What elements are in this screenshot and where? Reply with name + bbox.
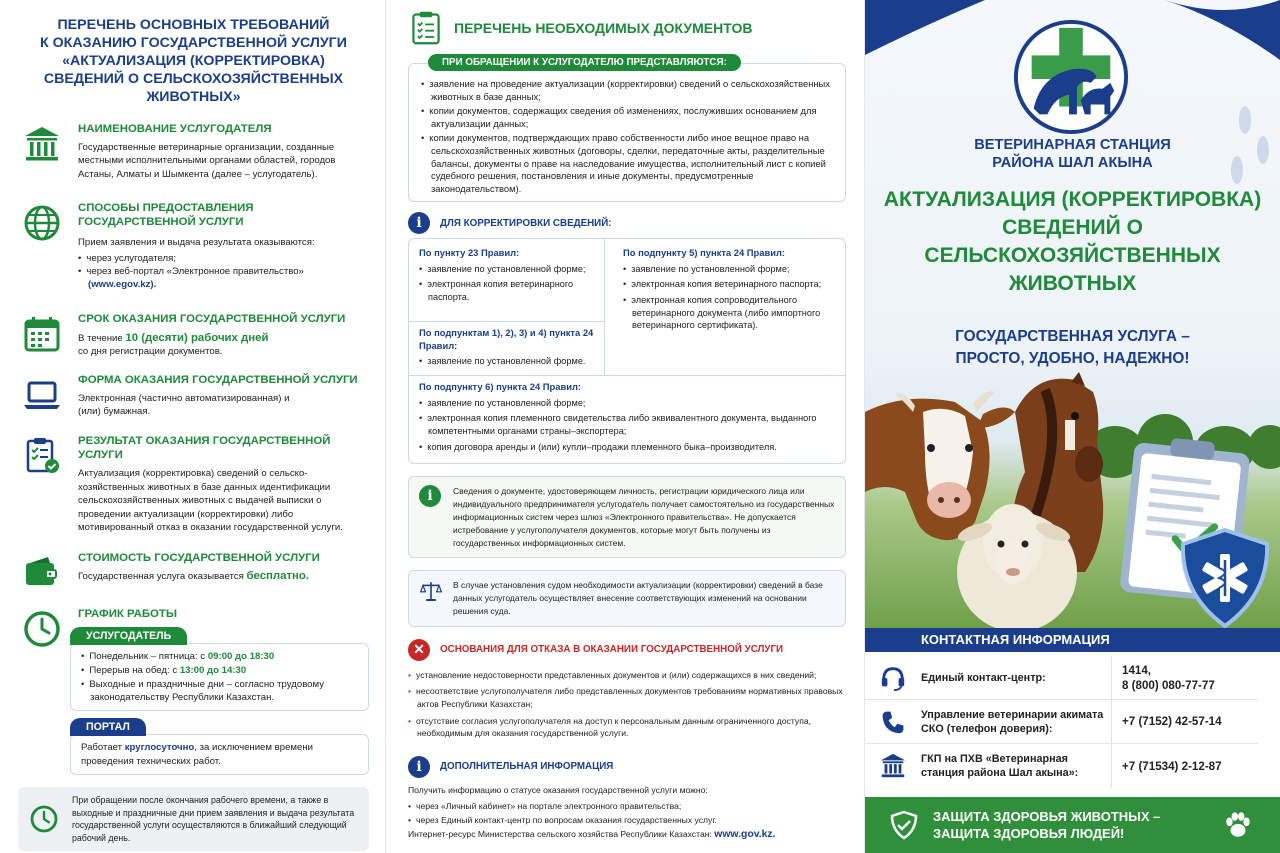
government-building-icon (22, 124, 62, 164)
info-icon: i (408, 212, 430, 234)
rule-24-6: По подпункту 6) пункта 24 Правил: • заявление по установленной форме; • электронная копия племенного свидетельства либо эквивалентного документа, выданного компетентными органами страны–экспортера; • копия договора аренды и (или) купли–продажи племенного быка–производителя. (419, 381, 839, 453)
vet-station-logo (1012, 18, 1130, 136)
contact-label: Управление ветеринарии акимата СКО (телефон доверия): (921, 708, 1104, 735)
result-text: Актуализация (корректировка) сведений о сельско-хозяйственных животных в базе данных идентификации сельскохозяйственных животных с выдачей выписки о проведении актуализации (корректировки) либо мотивированный отказ в оказании государственной услуги. (78, 468, 343, 534)
info-note: i Сведения о документе, удостоверяющем личность, регистрации юридического лица или индивидуального предпринимателя услугодатель получает самостоятельно из государственных информационных систем через шлюз «Электронного правительства». Не допускается истребование у услугополучателя документов, которые могут быть получены из государственных информационных систем. (408, 476, 846, 558)
documents-header (408, 10, 846, 46)
correction-rules-box (408, 238, 846, 464)
documents-title: ПЕРЕЧЕНЬ НЕОБХОДИМЫХ ДОКУМЕНТОВ (454, 20, 753, 36)
methods-item: • через услугодателя; (78, 252, 369, 265)
provider-heading: НАИМЕНОВАНИЕ УСЛУГОДАТЕЛЯ (78, 123, 272, 135)
contact-label: ГКП на ПХВ «Ветеринарная станция района Шал акына»: (921, 753, 1079, 779)
methods-heading: СПОСОБЫ ПРЕДОСТАВЛЕНИЯ ГОСУДАРСТВЕННОЙ УСЛУГИ (78, 202, 254, 229)
refusal-list: • установление недостоверности представленных документов и (или) содержащихся в них сведений; • несоответствие услугополучателя либо представленных документов требованиям нормативных правовых актов Республики Казахстан; • отсутствие согласия услугополучателя на доступ к персональным данным ограниченного доступа, необходимым для оказания государственной услуги. (408, 669, 846, 740)
hero-area (865, 0, 1280, 630)
schedule-section (18, 607, 369, 776)
rule-24-5: По подпункту 5) пункта 24 Правил: • заявление по установленной форме; • электронная копия ветеринарного паспорта; • электронная копия сопроводительного ветеринарного документа (либо импортного ветеринарного сертификата). (623, 247, 843, 331)
shield-check-icon (889, 810, 919, 840)
contact-phone[interactable]: +7 (7152) 42-57-14 (1122, 715, 1222, 728)
laptop-icon (22, 375, 62, 415)
building-icon (879, 752, 907, 780)
contact-phone[interactable]: +7 (71534) 2-12-87 (1122, 759, 1222, 773)
court-note: В случае установления судом необходимости актуализации (корректировки) сведений в базе данных услугодатель осуществляет внесение соответствующих изменений на основании решения суда. (408, 570, 846, 626)
scales-icon (419, 579, 443, 603)
contact-phone[interactable]: 8 (800) 080-77-77 (1122, 678, 1215, 692)
contact-row (865, 700, 1258, 744)
checklist-icon (22, 436, 62, 476)
term-heading: СРОК ОКАЗАНИЯ ГОСУДАРСТВЕННОЙ УСЛУГИ (78, 312, 346, 325)
clock-icon (28, 803, 60, 835)
requirements-title: ПЕРЕЧЕНЬ ОСНОВНЫХ ТРЕБОВАНИЙ К ОКАЗАНИЮ ГОСУДАРСТВЕННОЙ УСЛУГИ «АКТУАЛИЗАЦИЯ (КОРРЕКТИРОВКА) СВЕДЕНИЙ О СЕЛЬСКОХОЗЯЙСТВЕННЫХ ЖИВОТНЫХ» (40, 17, 347, 105)
cost-heading: СТОИМОСТЬ ГОСУДАРСТВЕННОЙ УСЛУГИ (78, 551, 320, 564)
form-heading: ФОРМА ОКАЗАНИЯ ГОСУДАРСТВЕННОЙ УСЛУГИ (78, 373, 358, 386)
headset-icon (879, 664, 907, 692)
contact-label: Единый контакт-центр: (921, 671, 1046, 684)
footer-banner: ЗАЩИТА ЗДОРОВЬЯ ЖИВОТНЫХ – ЗАЩИТА ЗДОРОВЬЯ ЛЮДЕЙ! (865, 797, 1280, 853)
portal-hours-box: Работает круглосуточно, за исключением времени проведения технических работ. (70, 734, 369, 775)
left-panel (0, 0, 385, 853)
rule-24-1-4: По подпунктам 1), 2), 3) и 4) пункта 24 Правил: • заявление по установленной форме. (419, 327, 599, 367)
contacts-bar: КОНТАКТНАЯ ИНФОРМАЦИЯ (865, 628, 1280, 652)
holidays-text: • Выходные и праздничные дни – согласно трудовому законодательству Республики Казахстан. (81, 678, 358, 704)
form-section (18, 373, 369, 419)
globe-icon (22, 203, 62, 243)
correction-header (408, 212, 846, 234)
submit-item: • копии документов, подтверждающих право собственности либо иное вещное право на сельскохозяйственных животных (договоры, сделки, передаточные акты, разделительные балансы, документы о праве на наследование имущества, исполнительный лист с копией судебного решения, постановления и иные документы, предусмотренные законодательством). (421, 132, 835, 195)
phone-icon (880, 709, 906, 735)
result-section (18, 434, 369, 534)
info-icon: i (408, 756, 430, 778)
submit-badge: ПРИ ОБРАЩЕНИИ К УСЛУГОДАТЕЛЮ ПРЕДСТАВЛЯЮТСЯ: (428, 54, 741, 71)
additional-list: • через «Личный кабинет» на портале электронного правительства; • через Единый контакт-центр по вопросам оказания государственных услуг. (408, 799, 846, 827)
provider-section (18, 122, 369, 181)
info-icon: i (419, 485, 441, 507)
middle-panel: ПЕРЕЧЕНЬ НЕОБХОДИМЫХ ДОКУМЕНТОВ ПРИ ОБРАЩЕНИИ К УСЛУГОДАТЕЛЮ ПРЕДСТАВЛЯЮТСЯ: • заявление на проведение актуализации (корректировки) сведений о сельскохозяйственных животных в базе данных; • копии документов, содержащих сведения об изменениях, послуживших основанием для актуализации данных; • копии документов, подтверждающих право собственности либо иное вещное право на сельскохозяйственных животных (договоры, сделки, передаточные акты, разделительные балансы, документы о праве на наследование имущества, исполнительный лист с копией судебного решения, постановления и иные документы, предусмотренные законодательством). i ДЛЯ КОРРЕКТИРОВКИ СВЕДЕНИЙ: По пункту 23 Правил: • заявление по установленной форме; • электронная копия ветеринарного паспорта. По подпунктам 1), 2), 3) и 4) пункта 24 Правил: • заявление по установленной форме. По подпункту 5) пункта 24 Правил: • заявление по установленной форме; • электронная копия ветеринарного паспорта; • электронная копия сопроводительного ветеринарного документа (либо импортного ветеринарного сертификата). По подпункту 6) пункта 24 Правил: • заявление по установленной форме; • электронная копия племенного свидетельства либо эквивалентного документа, выданного компетентными органами страны–экспортера; • копия договора аренды и (или) купли–продажи племенного быка–производителя. i Сведения о документе, удостоверяющем личность, регистрации юридического лица или индивидуального предпринимателя услугодатель получает самостоятельно из государственных информационных систем через шлюз «Электронного правительства». Не допускается истребование у услугополучателя документов, которые могут быть получены из государственных информационных систем. В случае установления судом необходимости актуализации (корректировки) сведений в базе данных услугодатель осуществляет внесение соответствующих изменений на основании решения суда. ✕ ОСНОВАНИЯ ДЛЯ ОТКАЗА В ОКАЗАНИИ ГОСУДАРСТВЕННОЙ УСЛУГИ • установление недостоверности представленных документов и (или) содержащихся в них сведений; • несоответствие услугополучателя либо представленных документов требованиям нормативных правовых актов Республики Казахстан; • отсутствие согласия услугополучателя на доступ к персональным данным ограниченного доступа, необходимым для оказания государственной услуги. i ДОПОЛНИТЕЛЬНАЯ ИНФОРМАЦИЯ Получить информацию о статусе оказания государственной услуги можно: • через «Личный кабинет» на портале электронного правительства; • через Единый контакт-центр по вопросам оказания государственных услуг. Интернет-ресурс Министерства сельского хозяйства Республики Казахстан: www.gov.kz. (385, 0, 865, 853)
provider-hours-box: • Понедельник – пятница: с 09:00 до 18:30 • Перерыв на обед: с 13:00 до 14:30 • Выходные и праздничные дни – согласно трудовому законодательству Республики Казахстан. (70, 643, 369, 712)
egov-link[interactable]: (www.egov.kz). (88, 279, 157, 291)
submit-item: • копии документов, содержащих сведения об изменениях, послуживших основанием для актуализации данных; (421, 105, 835, 130)
provider-text: Государственные ветеринарные организации, созданные местными исполнительными органами областей, городов Астаны, Алматы и Шымкента (далее – услугодатель). (78, 142, 336, 180)
cost-section: СТОИМОСТЬ ГОСУДАРСТВЕННОЙ УСЛУГИ Государственная услуга оказывается бесплатно. (18, 551, 369, 593)
clock-icon (22, 609, 62, 649)
additional-header (408, 756, 846, 778)
methods-section (18, 201, 369, 292)
main-title: АКТУАЛИЗАЦИЯ (КОРРЕКТИРОВКА) СВЕДЕНИЙ О СЕЛЬСКОХОЗЯЙСТВЕННЫХ ЖИВОТНЫХ (883, 188, 1262, 295)
farm-animals-illustration (865, 372, 1280, 632)
rule-23: По пункту 23 Правил: • заявление по установленной форме; • электронная копия ветеринарного паспорта. (419, 247, 599, 303)
contact-row: Единый контакт-центр: 1414, 8 (800) 080-77-77 (865, 656, 1258, 700)
refusal-x-icon: ✕ (408, 639, 430, 661)
cost-highlight: бесплатно. (246, 569, 310, 582)
correction-heading: ДЛЯ КОРРЕКТИРОВКИ СВЕДЕНИЙ: (440, 217, 612, 229)
portal-badge: ПОРТАЛ (70, 718, 146, 736)
form-text: Электронная (частично автоматизированная) и (или) бумажная. (78, 392, 290, 418)
methods-intro: Прием заявления и выдача результата оказываются: (78, 237, 315, 249)
gov-link[interactable]: www.gov.kz. (714, 828, 776, 840)
refusal-header (408, 639, 846, 661)
calendar-icon (22, 314, 62, 354)
term-highlight: 10 (десяти) рабочих дней (125, 331, 269, 344)
wallet-icon (22, 553, 62, 593)
clipboard-list-icon (408, 10, 444, 46)
after-hours-note: При обращении после окончания рабочего времени, а также в выходные и праздничные дни прием заявления и выдача результата государственной услуги осуществляются в ближайший следующий рабочий день. (18, 787, 369, 851)
contacts-list (865, 656, 1280, 788)
contact-row (865, 744, 1258, 788)
term-section: СРОК ОКАЗАНИЯ ГОСУДАРСТВЕННОЙ УСЛУГИ В течение 10 (десяти) рабочих дней со дня регистрации документов. (18, 312, 369, 359)
methods-item: • через веб-портал «Электронное правительство» (78, 265, 369, 278)
right-panel (865, 0, 1280, 853)
slogan: ГОСУДАРСТВЕННАЯ УСЛУГА – ПРОСТО, УДОБНО, НАДЕЖНО! (955, 328, 1190, 367)
org-name: ВЕТЕРИНАРНАЯ СТАНЦИЯ РАЙОНА ШАЛ АКЫНА (974, 137, 1171, 171)
refusal-heading: ОСНОВАНИЯ ДЛЯ ОТКАЗА В ОКАЗАНИИ ГОСУДАРСТВЕННОЙ УСЛУГИ (440, 644, 784, 656)
submit-item: • заявление на проведение актуализации (корректировки) сведений о сельскохозяйственных животных в базе данных; (421, 78, 835, 103)
result-heading: РЕЗУЛЬТАТ ОКАЗАНИЯ ГОСУДАРСТВЕННОЙ УСЛУГИ (78, 435, 331, 462)
schedule-heading: ГРАФИК РАБОТЫ (78, 607, 177, 620)
additional-heading: ДОПОЛНИТЕЛЬНАЯ ИНФОРМАЦИЯ (440, 761, 614, 773)
submit-documents-box (408, 63, 846, 202)
paw-icon (1222, 809, 1254, 841)
provider-badge: УСЛУГОДАТЕЛЬ (70, 627, 187, 645)
